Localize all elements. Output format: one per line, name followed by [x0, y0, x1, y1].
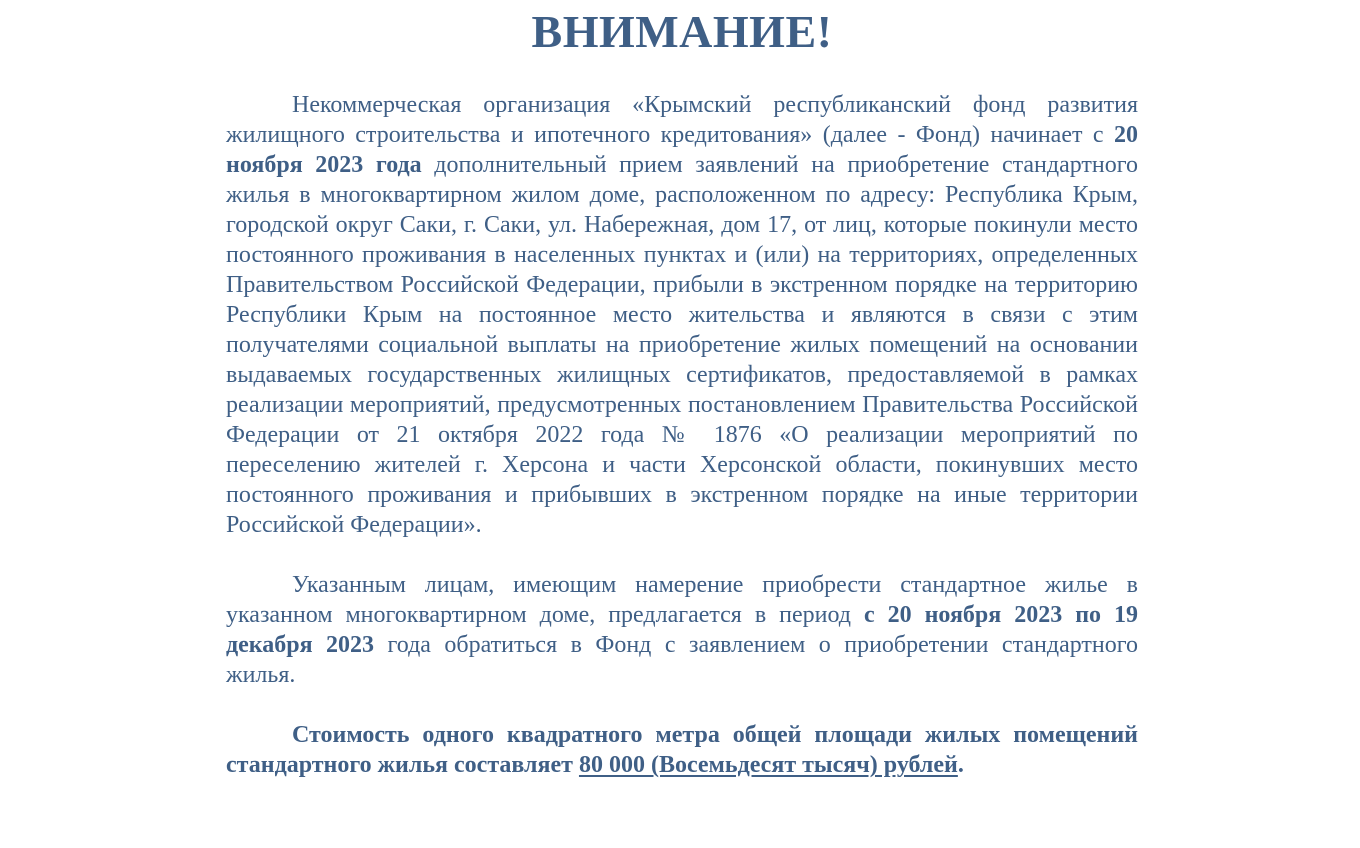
price-paragraph [226, 720, 1138, 780]
application-period-text-end: года обратиться в Фонд с заявлением о приобретении стандартного жилья. [226, 632, 1138, 688]
start-date: 20 ноября 2023 года [226, 122, 1138, 178]
price-text-end: . [957, 752, 964, 778]
application-period-paragraph [226, 570, 1138, 690]
announcement-paragraph [226, 90, 1138, 540]
application-period-text-start: Указанным лицам, имеющим намерение приобрести стандартное жилье в указанном многоквартирном доме, предлагается в период [226, 572, 1138, 628]
page-title: ВНИМАНИЕ! [531, 6, 833, 57]
announcement-text-start: Некоммерческая организация «Крымский республиканский фонд развития жилищного строительства и ипотечного кредитования» (далее - Фонд) начинает с [226, 92, 1138, 148]
price-value: 80 000 (Восемьдесят тысяч) рублей [578, 752, 958, 778]
price-text-start: Стоимость одного квадратного метра общей площади жилых помещений стандартного жилья составляет [226, 722, 1138, 778]
document-page [226, 0, 1138, 780]
announcement-text-end: дополнительный прием заявлений на приобретение стандартного жилья в многоквартирном жилом доме, расположенном по адресу: Республика Крым, городской округ Саки, г. Саки, ул. Набережная, дом 17, от лиц, которые покинули место постоянного проживания в населенных пунктах и (или) на территориях, определенных Правительством Российской Федерации, прибыли в экстренном порядке на территорию Республики Крым на постоянное место жительства и являются в связи с этим получателями социальной выплаты на приобретение жилых помещений на основании выдаваемых государственных жилищных сертификатов, предоставляемой в рамках реализации мероприятий, предусмотренных постановлением Правительства Российской Федерации от 21 октября 2022 года № 1876 «О реализации мероприятий по переселению жителей г. Херсона и части Херсонской области, покинувших место постоянного проживания и прибывших в экстренном порядке на иные территории Российской Федерации». [226, 152, 1139, 538]
application-period: с 20 ноября 2023 по 19 декабря 2023 [226, 602, 1139, 658]
